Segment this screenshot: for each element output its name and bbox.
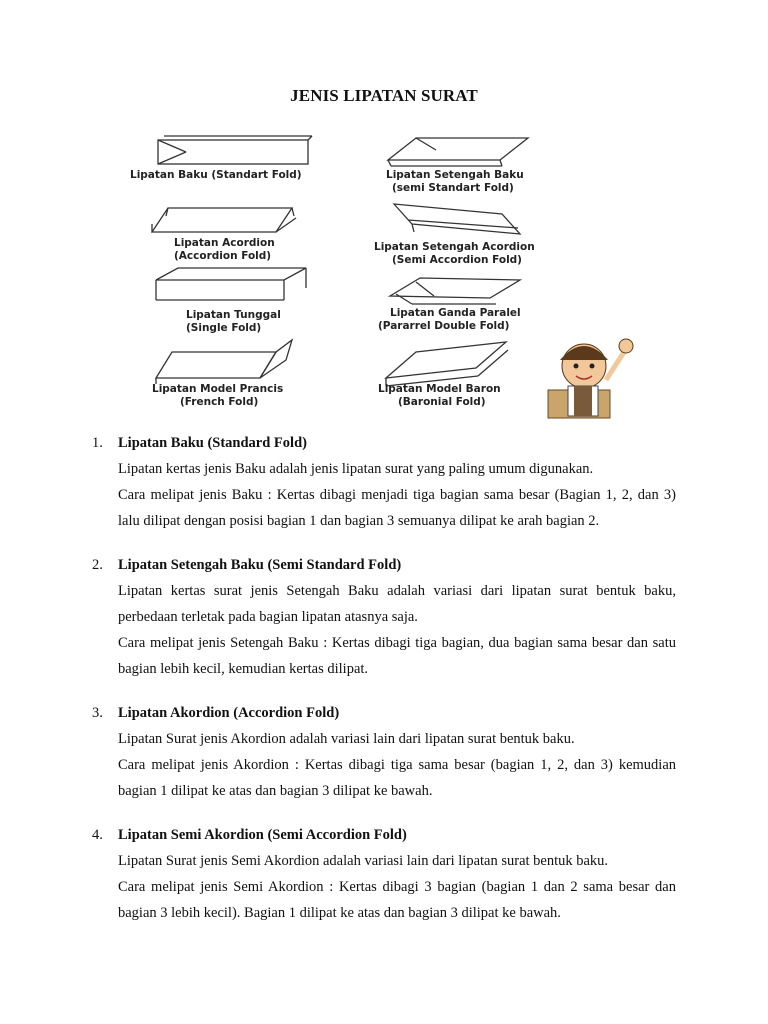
standard-fold-drawing: [158, 136, 312, 164]
item-number: 3.: [92, 705, 103, 721]
list-item: [92, 700, 676, 804]
item-heading: Lipatan Setengah Baku (Semi Standard Fold): [118, 557, 402, 573]
item-heading: Lipatan Baku (Standard Fold): [118, 435, 307, 451]
item-heading: Lipatan Semi Akordion (Semi Accordion Fold): [118, 827, 407, 843]
list-item: [92, 430, 676, 534]
label-semi-accordion-fold-2: (Semi Accordion Fold): [392, 254, 522, 266]
baronial-fold-drawing: [386, 342, 508, 386]
semi-accordion-fold-drawing: [394, 204, 520, 234]
label-accordion-fold-1: Lipatan Acordion: [174, 237, 275, 249]
label-semi-standard-fold-1: Lipatan Setengah Baku: [386, 169, 524, 181]
single-fold-drawing: [156, 268, 306, 300]
list-item: [92, 822, 676, 926]
item-heading: Lipatan Akordion (Accordion Fold): [118, 705, 340, 721]
label-single-fold-2: (Single Fold): [186, 322, 262, 334]
fold-types-list: [92, 430, 676, 944]
semi-standard-fold-drawing: [388, 138, 528, 166]
label-baronial-fold-2: (Baronial Fold): [398, 396, 486, 408]
label-french-fold-1: Lipatan Model Prancis: [152, 383, 284, 395]
label-accordion-fold-2: (Accordion Fold): [174, 250, 272, 262]
item-paragraph: Lipatan Surat jenis Akordion adalah variasi lain dari lipatan surat bentuk baku.: [118, 731, 575, 747]
label-single-fold-1: Lipatan Tunggal: [186, 309, 281, 321]
item-number: 1.: [92, 435, 103, 451]
item-paragraph: Cara melipat jenis Semi Akordion : Kertas dibagi 3 bagian (bagian 1 dan 2 sama besar dan bagian 3 lebih kecil). Bagian 1 dilipat ke atas dan bagian 3 dilipat ke bawah.: [118, 879, 676, 921]
item-number: 2.: [92, 557, 103, 573]
item-paragraph: Cara melipat jenis Akordion : Kertas dibagi tiga sama besar (bagian 1, 2, dan 3) kemudian bagian 1 dilipat ke atas dan bagian 3 dilipat ke bawah.: [118, 757, 676, 799]
fold-types-figure: [116, 120, 650, 422]
item-paragraph: Lipatan Surat jenis Semi Akordion adalah variasi lain dari lipatan surat bentuk baku.: [118, 853, 609, 869]
parallel-double-fold-drawing: [390, 278, 520, 304]
list-item: [92, 552, 676, 682]
accordion-fold-drawing: [152, 208, 296, 232]
page-title: JENIS LIPATAN SURAT: [290, 86, 478, 105]
label-semi-accordion-fold-1: Lipatan Setengah Acordion: [374, 241, 535, 253]
item-paragraph: Cara melipat jenis Setengah Baku : Kertas dibagi tiga bagian, dua bagian sama besar dan satu bagian lebih kecil, kemudian kertas dilipat.: [118, 635, 676, 677]
item-paragraph: Lipatan kertas surat jenis Setengah Baku adalah variasi dari lipatan surat bentuk baku, perbedaan terletak pada bagian lipatan atasnya saja.: [118, 583, 676, 625]
item-paragraph: Lipatan kertas jenis Baku adalah jenis lipatan surat yang paling umum digunakan.: [118, 461, 594, 477]
label-parallel-double-fold-1: Lipatan Ganda Paralel: [390, 307, 521, 319]
cartoon-character-illustration: [548, 339, 633, 418]
item-paragraph: Cara melipat jenis Baku : Kertas dibagi menjadi tiga bagian sama besar (Bagian 1, 2, dan 3) lalu dilipat dengan posisi bagian 1 dan bagian 3 semuanya dilipat ke arah bagian 2.: [118, 487, 676, 529]
label-french-fold-2: (French Fold): [180, 396, 259, 408]
label-semi-standard-fold-2: (semi Standart Fold): [392, 182, 514, 194]
label-parallel-double-fold-2: (Pararrel Double Fold): [378, 320, 510, 332]
label-baronial-fold-1: Lipatan Model Baron: [378, 383, 501, 395]
label-standard-fold: Lipatan Baku (Standart Fold): [130, 169, 302, 181]
item-number: 4.: [92, 827, 103, 843]
french-fold-drawing: [156, 340, 292, 384]
